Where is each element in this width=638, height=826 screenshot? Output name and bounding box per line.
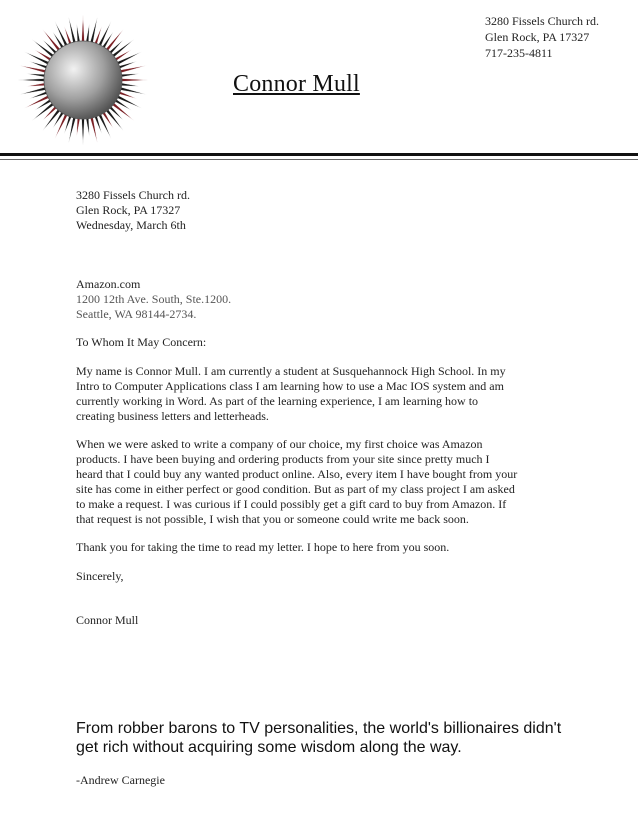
letter-date: Wednesday, March 6th: [76, 218, 186, 232]
recipient-street: 1200 12th Ave. South, Ste.1200.: [76, 292, 232, 306]
body-paragraph-3: Thank you for taking the time to read my letter. I hope to here from you soon.: [76, 540, 450, 554]
paragraph-line: Intro to Computer Applications class I am learning how to use a Mac IOS system and am: [76, 379, 504, 393]
paragraph-line: to make a request. I was curious if I could possibly get a gift card to buy from Amazon. If: [76, 497, 507, 511]
paragraph-line: My name is Connor Mull. I am currently a student at Susquehannock High School. In my: [76, 364, 506, 378]
quote-line: get rich without acquiring some wisdom along the way.: [76, 739, 462, 756]
recipient-block: [76, 277, 571, 322]
salutation: To Whom It May Concern:: [76, 335, 207, 349]
letterhead-name: Connor Mull: [233, 71, 360, 97]
paragraph-line: that request is not possible, I wish that you or someone could write me back soon.: [76, 512, 469, 526]
body-paragraph-1: [76, 364, 571, 424]
quote-author: -Andrew Carnegie: [76, 773, 165, 787]
sender-block: [76, 188, 571, 233]
recipient-city: Seattle, WA 98144-2734.: [76, 307, 197, 321]
paragraph-line: currently working in Word. As part of the learning experience, I am learning how to: [76, 394, 479, 408]
letterhead-phone: 717-235-4811: [485, 46, 553, 60]
signature-name: Connor Mull: [76, 613, 139, 627]
sender-city: Glen Rock, PA 17327: [76, 203, 181, 217]
starburst-logo-icon: [17, 14, 149, 146]
letterhead-address: [485, 13, 599, 61]
body-paragraph-2: [76, 437, 571, 527]
letterhead-city: Glen Rock, PA 17327: [485, 30, 590, 44]
recipient-company: Amazon.com: [76, 277, 141, 291]
paragraph-line: site has come in either perfect or good condition. But as part of my class project I am asked: [76, 482, 515, 496]
paragraph-line: creating business letters and letterheads.: [76, 409, 269, 423]
closing: Sincerely,: [76, 569, 124, 583]
paragraph-line: When we were asked to write a company of our choice, my first choice was Amazon: [76, 437, 483, 451]
paragraph-line: heard that I could buy any wanted product online. Also, every item I have bought from your: [76, 467, 518, 481]
letterhead-street: 3280 Fissels Church rd.: [485, 14, 599, 28]
sender-street: 3280 Fissels Church rd.: [76, 188, 190, 202]
header-divider-thin: [0, 159, 638, 160]
header-divider-thick: [0, 153, 638, 156]
quote-line: From robber barons to TV personalities, the world's billionaires didn't: [76, 720, 562, 737]
quote: [76, 719, 616, 757]
paragraph-line: products. I have been buying and ordering products from your site since pretty much I: [76, 452, 490, 466]
